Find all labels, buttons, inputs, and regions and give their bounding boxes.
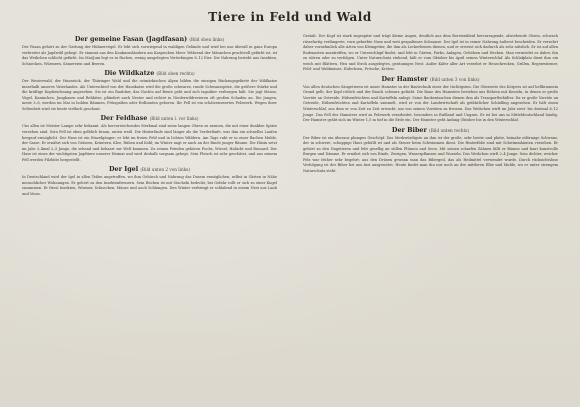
heading-subtitle: (Bild unten l. vor links) bbox=[149, 116, 199, 122]
section-text: Der Biber ist ein überaus plumpes Geschöpf. Das Merkwürdigste an ihm ist der große, sehr breite und platte, beinahe eiförmige Schwanz, der in schwere, schuppige Haut gehüllt ist und als Steuer beim Schwimmen dient. Die Hinterfüße sind mit Schwimmhäuten versehen. Er gehört zu den Nagetieren und lebt gesellig an stillen Flüssen und Seen. Mit seinen scharfen Zähnen fällt er Bäume und baut kunstvolle Burgen und Dämme. Er ernährt sich von Rinde, Zweigen, Wasserpflanzen und Wurzeln. Das Weibchen wirft 2–4 Junge. Sein dichter, weicher Pelz war früher sehr begehrt; aus den Drüsen gewann man das Bibergeil, das als Heilmittel verwendet wurde. Durch rücksichtslose Verfolgung ist der Biber bei uns fast ausgerottet. Heute findet man ihn nur noch an der mittleren Elbe und Mulde, wo er unter strengem Naturschutz steht. bbox=[303, 135, 558, 173]
section-text: Von allen deutschen Säugetieren ist unser Hamster in der Bautechnik einer der tüchtigsten. Die Oberseite des Körpers ist auf hellbraunem Grund gelb, der Kopf rötlich und der Bauch schwarz gefärbt. Die Baue des Hamsters bestehen aus Röhren mit Kesseln, in denen er große Vorräte an Getreide, Hülsenfrüchten und Kartoffeln anlegt. Seine Backentaschen dienen ihm als Transportbehälter. Da er große Vorräte an Getreide, Hülsenfrüchten und Kartoffeln sammelt, wird er von der Landwirtschaft als gefährlicher Schädling angesehen. Er hält einen Winterschlaf, aus dem er von Zeit zu Zeit erwacht, um von seinen Vorräten zu fressen. Das Weibchen wirft im Jahr zwei- bis dreimal 6–12 Junge. Das Fell des Hamsters wird zu Pelzwerk verarbeitet, besonders in Rußland und Ungarn. Er ist bei uns in Mitteldeutschland häufig. Der Hamster gräbt sich im Winter 1,5 m tief in die Erde ein. Der Hamster geht Anfang Oktober bis in den Winterschlaf. bbox=[303, 84, 558, 123]
section-heading bbox=[22, 69, 277, 78]
section-heading bbox=[22, 165, 277, 174]
section-text: In Deutschland wird der Igel in allen Teilen angetroffen, wo ihm Gebüsch und Nahrung das Dasein ermöglichen, selbst in Gärten in Nähe menschlicher Wohnungen. Er gehört zu den Insektenfressern. Sein Rücken ist mit Stacheln bedeckt; bei Gefahr rollt er sich zu einer Kugel zusammen. Er frisst Insekten, Würmer, Schnecken, Mäuse und auch Schlangen. Den Winter verbringt er schlafend in einem Nest aus Laub und Moos. bbox=[22, 175, 277, 196]
heading-text: Der Feldhase bbox=[100, 114, 148, 123]
left-column bbox=[22, 34, 277, 199]
section-biber bbox=[303, 126, 558, 175]
section-heading bbox=[22, 114, 277, 123]
section-heading bbox=[303, 126, 558, 135]
heading-subtitle: (Bild unten 3 von links) bbox=[429, 76, 480, 82]
section-igel bbox=[22, 165, 277, 197]
section-hamster bbox=[303, 75, 558, 124]
section-text: Gestalt. Der Kopf ist stark zugespitzt und trägt kleine Augen, deutlich aus dem Borstenkleid hervorragende, abstehende Ohren, schwach rüsselartig verlängerte, vorn gekerbte Nase und weit gespaltenes Schnauze. Der Igel ist in seiner Nahrung äußerst bescheiden. Er verzehrt daher vornehmlich alle Arten von Kleingetier, die ihm als Leckerbissen dienen, und er erweist sich dadurch als sehr nützlich. Er ist auf allen Bodenarten anzutreffen, wo er Unterschlupf findet, und lebt in Gärten, Parks, Anlagen, Gehölzen und Hecken. Man vermeidet es daher, ihn zu stören oder zu verfolgen. Unter Naturschutz stehend, hält er vom Oktober bis April seinen Winterschlaf. Als Schlafplatz dient ihm ein weich mit Blättern, Heu und Stroh ausgelegtes, geräumiges Nest. Außer Käfer aller Art verzehrt er Heuschrecken, Grillen, Regenwürmer, Feld- und Waldmäuse, Eidechsen, Frösche, Kröten. bbox=[303, 34, 558, 72]
section-feldhase bbox=[22, 114, 277, 163]
section-text: Uns allen ist Meister Lampe sehr bekannt. Als hervorstechendes Merkmal sind seine langen Ohren zu nennen, die mit einer dunklen Spitze versehen sind. Sein Fell ist oben gelblich braun, unten weiß. Die Hinterläufe sind länger als die Vorderläufe, was ihm ein schnelles Laufen bergauf ermöglicht. Der Hase ist ein Einzelgänger; er lebt im freien Feld und in lichten Wäldern. Am Tage ruht er in einer flachen Mulde, der Sasse. Er ernährt sich von Gräsern, Kräutern, Klee, Rüben und Kohl; im Winter nagt er auch an der Rinde junger Bäume. Die Häsin setzt im Jahr 3–4mal 2–5 Junge, die sehend und behaart zur Welt kommen. Zu seinen Feinden gehören Fuchs, Wiesel, Habicht und Bussard. Der Hase ist eines der wichtigsten Jagdtiere unserer Heimat und wird deshalb sorgsam gehegt. Sein Fleisch ist sehr geschätzt, und aus seinem Fell werden Filzhüte hergestellt. bbox=[22, 124, 277, 162]
heading-text: Der gemeine Fasan (Jagdfasan) bbox=[74, 35, 188, 43]
heading-text: Die Wildkatze bbox=[104, 69, 155, 78]
heading-text: Der Biber bbox=[391, 125, 427, 134]
section-fasan bbox=[22, 35, 277, 67]
heading-subtitle: (Bild oben rechts) bbox=[156, 71, 195, 77]
section-heading bbox=[22, 35, 277, 44]
section-text: Der Westerwald, der Hunsrück, der Thüringer Wald und die ostmärkischen Alpen bilden die einzigen Rückzugsgebiete der Wildkatze innerhalb unseres Vaterlandes. Als Unterschied von der Hauskatze wird die große schwarze, runde Schwanzspitze, die größere Stärke und die kräftige Kopfzeichnung angesehen. Sie ist ein Raubtier, das Nachts auf Beute geht und sich tagsüber verborgen hält. Sie jagt Mäuse, Vögel, Kaninchen, Junghasen und Rehkitze, plündert auch Nester und richtet in Niederwildrevieren oft großen Schaden an. Die Jungen, meist 3–6, werden im Mai in hohlen Bäumen, Felsspalten oder Erdbauten geboren. Ihr Fell ist ein schätzenswertes Pelzwerk. Wegen ihrer Seltenheit wird sie heute vielfach geschont. bbox=[22, 79, 277, 111]
section-heading bbox=[303, 75, 558, 84]
section-igel-continued bbox=[303, 34, 558, 73]
page-title: Tiere in Feld und Wald bbox=[208, 10, 372, 24]
heading-text: Der Igel bbox=[109, 165, 139, 174]
section-text: Der Fasan gehört zu der Gattung der Hühnervögel. Er lebt sich vorwiegend in waldigen Gelände und wird bei uns überall in ganz Europa verbreitet als Jagdwild gehegt. Er stammt aus den Kaukasusländern am Kaspischen Meer. Während der Männchen prachtvoll gefärbt ist, ist das Weibchen schlicht gefärbt. Im Mai/Juni legt es in flachen, wenig ausgelegten Vertiefungen 8–12 Eier. Die Nahrung besteht aus Insekten, Schnecken, Würmern, Sämereien und Beeren. bbox=[22, 45, 277, 66]
section-wildkatze bbox=[22, 69, 277, 112]
heading-subtitle: (Bild unten rechts) bbox=[429, 127, 470, 133]
heading-subtitle: (Bild oben links) bbox=[189, 37, 225, 42]
heading-text: Der Hamster bbox=[381, 74, 428, 83]
heading-subtitle: (Bild unten 2 von links) bbox=[140, 167, 190, 173]
right-column bbox=[303, 34, 558, 176]
